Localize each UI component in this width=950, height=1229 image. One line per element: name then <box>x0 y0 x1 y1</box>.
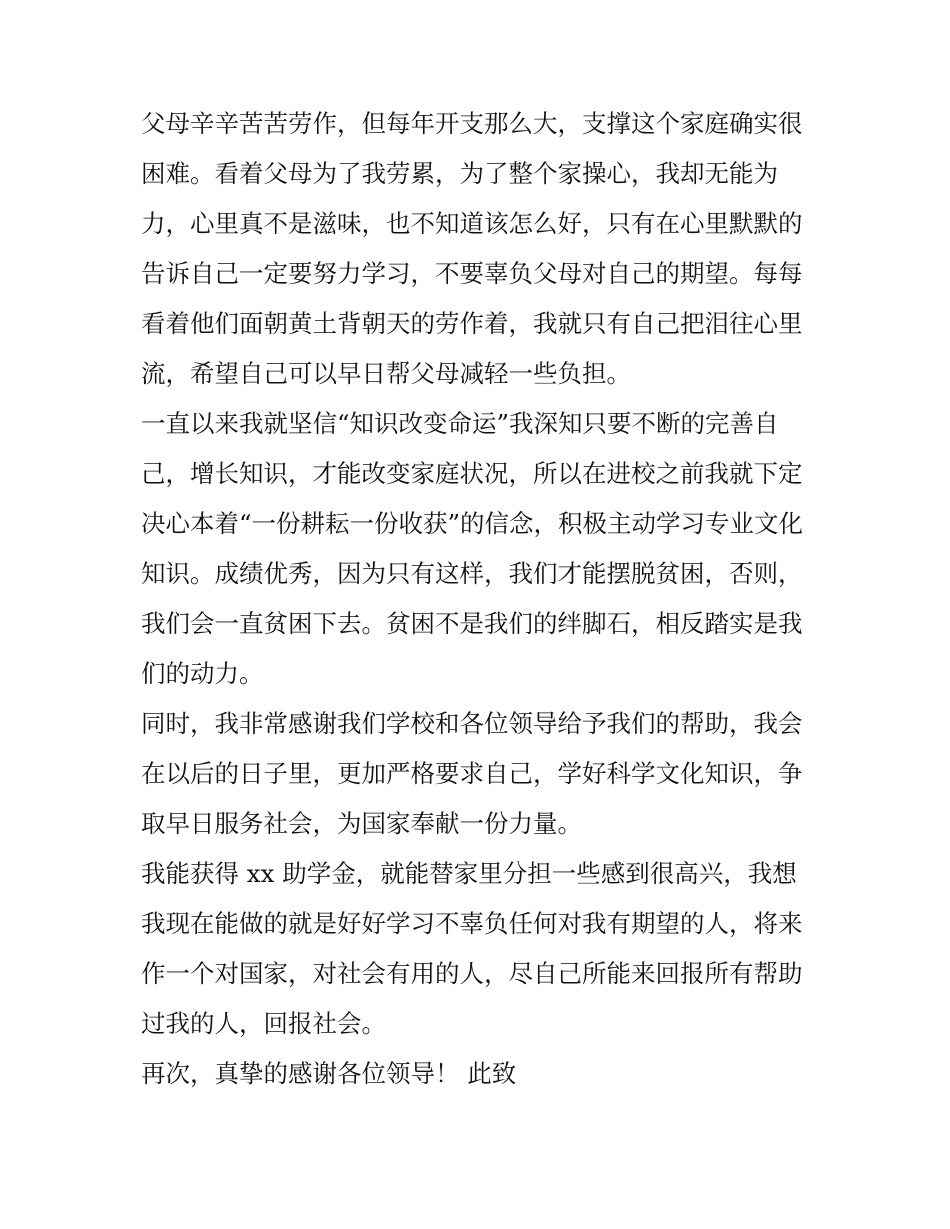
text-line: 力，心里真不是滋味，也不知道该怎么好，只有在心里默默的 <box>141 209 803 238</box>
text-line: 父母辛辛苦苦劳作，但每年开支那么大，支撑这个家庭确实很 <box>141 109 803 138</box>
text-line: 再次，真挚的感谢各位领导！ 此致 <box>141 1059 517 1088</box>
text-line: 我现在能做的就是好好学习不辜负任何对我有期望的人，将来 <box>141 909 803 938</box>
text-line: 告诉自己一定要努力学习，不要辜负父母对自己的期望。每每 <box>141 259 803 288</box>
text-line: 同时，我非常感谢我们学校和各位领导给予我们的帮助，我会 <box>141 709 803 738</box>
text-line: 我能获得 xx 助学金，就能替家里分担一些感到很高兴，我想 <box>141 859 797 888</box>
text-line: 决心本着“一份耕耘一份收获”的信念，积极主动学习专业文化 <box>141 509 804 538</box>
text-line: 我们会一直贫困下去。贫困不是我们的绊脚石，相反踏实是我 <box>141 609 803 638</box>
text-line: 在以后的日子里，更加严格要求自己，学好科学文化知识，争 <box>141 759 803 788</box>
text-line: 困难。看着父母为了我劳累，为了整个家操心，我却无能为 <box>141 159 778 188</box>
text-line: 己，增长知识，才能改变家庭状况，所以在进校之前我就下定 <box>141 459 803 488</box>
text-line: 看着他们面朝黄土背朝天的劳作着，我就只有自己把泪往心里 <box>141 309 803 338</box>
text-line: 们的动力。 <box>141 659 264 688</box>
text-line: 一直以来我就坚信“知识改变命运”我深知只要不断的完善自 <box>141 409 779 438</box>
text-line: 作一个对国家，对社会有用的人，尽自己所能来回报所有帮助 <box>141 959 803 988</box>
text-line: 取早日服务社会，为国家奉献一份力量。 <box>141 809 582 838</box>
text-line: 流，希望自己可以早日帮父母减轻一些负担。 <box>141 359 631 388</box>
text-line: 过我的人，回报社会。 <box>141 1009 386 1038</box>
text-line: 知识。成绩优秀，因为只有这样，我们才能摆脱贫困，否则， <box>141 559 803 588</box>
